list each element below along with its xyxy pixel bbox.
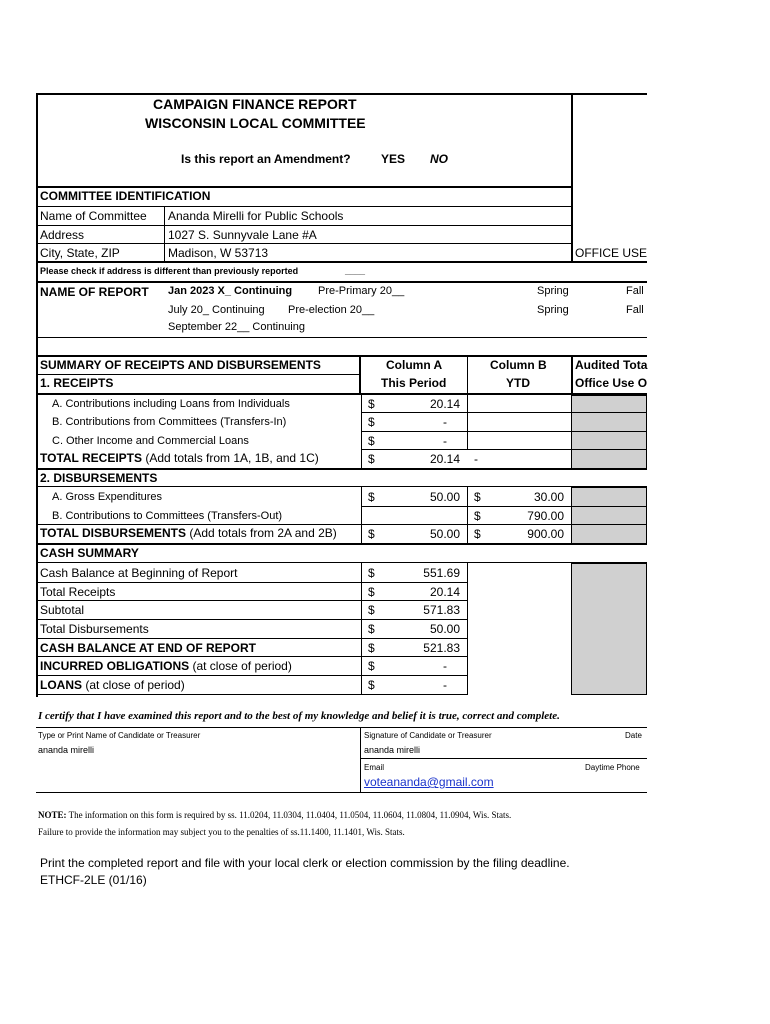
amendment-question: Is this report an Amendment? xyxy=(181,152,351,166)
office-use-cell xyxy=(571,506,647,525)
report-jan[interactable]: Jan 2023 X_ Continuing xyxy=(168,285,293,297)
legal-note xyxy=(38,811,511,820)
cash-row-currency: $ xyxy=(368,566,375,580)
report-fall-1[interactable]: Fall xyxy=(626,285,644,297)
line xyxy=(164,206,165,262)
cash-row-currency: $ xyxy=(368,603,375,617)
office-use-cash-block xyxy=(571,563,647,695)
report-preelection[interactable]: Pre-election 20__ xyxy=(288,304,375,316)
receipt-c-currency: $ xyxy=(368,434,375,448)
cash-row-label: Total Disbursements xyxy=(40,622,149,636)
report-preprimary[interactable]: Pre-Primary 20__ xyxy=(318,285,405,297)
line xyxy=(36,600,467,601)
disb-a-b-currency: $ xyxy=(474,490,481,504)
disb-a-value[interactable]: 50.00 xyxy=(429,490,460,504)
cash-row-label: Subtotal xyxy=(40,603,85,617)
line xyxy=(467,487,468,544)
summary-title: SUMMARY OF RECEIPTS AND DISBURSEMENTS xyxy=(40,358,321,372)
frame-mid xyxy=(571,93,573,263)
total-receipts-a[interactable]: 20.14 xyxy=(429,452,460,466)
receipt-b-currency: $ xyxy=(368,415,375,429)
line xyxy=(361,487,362,544)
email-label: Email xyxy=(364,763,385,772)
receipt-c-value[interactable]: - xyxy=(443,434,447,448)
name-of-report-label: NAME OF REPORT xyxy=(40,285,149,299)
total-receipts-bold: TOTAL RECEIPTS xyxy=(40,451,143,465)
office-use-cell xyxy=(571,524,647,544)
loans-value[interactable]: - xyxy=(443,678,447,692)
line xyxy=(36,792,647,793)
total-disb-b-value[interactable]: 900.00 xyxy=(527,527,564,541)
line xyxy=(571,355,573,395)
office-use-cell xyxy=(571,449,647,469)
line xyxy=(36,281,647,283)
line xyxy=(36,543,647,545)
receipt-a-currency: $ xyxy=(368,397,375,411)
line xyxy=(467,563,468,695)
line xyxy=(36,727,647,728)
line xyxy=(360,727,361,793)
total-receipts-currency: $ xyxy=(368,452,375,466)
line xyxy=(36,206,573,207)
column-a-header: Column A xyxy=(386,358,443,372)
line xyxy=(361,395,362,469)
report-september[interactable]: September 22__ Continuing xyxy=(168,321,305,333)
legal-note-2: Failure to provide the information may subject you to the penalties of ss.11.1400, 11.1401, Wis. Stats. xyxy=(38,827,405,837)
type-name-label: Type or Print Name of Candidate or Treasurer xyxy=(38,731,201,740)
column-a-sub: This Period xyxy=(381,376,447,390)
line xyxy=(36,619,467,620)
committee-name-label: Name of Committee xyxy=(40,209,147,223)
line xyxy=(36,261,647,263)
office-use-cell xyxy=(571,487,647,507)
signature-label: Signature of Candidate or Treasurer xyxy=(364,731,492,740)
total-disb-a[interactable]: 50.00 xyxy=(429,527,460,541)
column-b-header: Column B xyxy=(490,358,547,372)
certify-statement: I certify that I have examined this report and to the best of my knowledge and belief it is true, correct and complete. xyxy=(38,710,560,722)
line xyxy=(36,468,647,470)
address-field[interactable]: 1027 S. Sunnyvale Lane #A xyxy=(168,228,317,242)
address-change-checkbox[interactable]: ____ xyxy=(345,266,366,276)
total-receipts-b[interactable]: - xyxy=(474,452,478,466)
disb-a-currency: $ xyxy=(368,490,375,504)
office-use-label: OFFICE USE xyxy=(575,246,648,260)
address-change-note: Please check if address is different than previously reported xyxy=(40,266,299,276)
total-receipts-label xyxy=(40,452,319,464)
line xyxy=(36,243,573,244)
line xyxy=(467,395,468,450)
cash-balance-currency: $ xyxy=(368,641,375,655)
column-c-sub: Office Use O xyxy=(575,376,648,390)
loans-currency: $ xyxy=(368,678,375,692)
amendment-no[interactable]: NO xyxy=(430,152,448,166)
receipt-a-value[interactable]: 20.14 xyxy=(429,397,460,411)
total-disb-b-currency: $ xyxy=(474,527,481,541)
line xyxy=(36,355,647,357)
line xyxy=(359,355,361,395)
total-receipts-note: (Add totals from 1A, 1B, and 1C) xyxy=(142,451,319,465)
total-disb-label xyxy=(40,527,337,539)
receipt-b-value[interactable]: - xyxy=(443,415,447,429)
note-label: NOTE: xyxy=(38,810,67,820)
cash-row-currency: $ xyxy=(368,622,375,636)
loans-label xyxy=(40,679,185,691)
signature-field[interactable]: ananda mirelli xyxy=(364,745,421,755)
line xyxy=(467,355,468,395)
cash-row-label: Total Receipts xyxy=(40,585,116,599)
line xyxy=(36,638,467,639)
loans-bold: LOANS xyxy=(40,678,82,692)
disb-b-b-currency: $ xyxy=(474,509,481,523)
report-spring-2[interactable]: Spring xyxy=(537,304,569,316)
office-use-cell xyxy=(571,395,647,413)
total-disb-bold: TOTAL DISBURSEMENTS xyxy=(40,526,187,540)
cash-row-label: Cash Balance at Beginning of Report xyxy=(40,566,238,580)
line xyxy=(36,393,647,395)
cash-row-value[interactable]: 50.00 xyxy=(429,622,460,636)
line xyxy=(36,186,573,188)
note-text: The information on this form is required by ss. 11.0204, 11.0304, 11.0404, 11.0504, 11.0604, 11.0804, 11.0904, Wis. Stats. xyxy=(66,810,512,820)
line xyxy=(36,486,647,487)
line xyxy=(361,758,647,759)
committee-name-field[interactable]: Ananda Mirelli for Public Schools xyxy=(168,209,344,223)
total-disb-currency: $ xyxy=(368,527,375,541)
report-spring-1[interactable]: Spring xyxy=(537,285,569,297)
city-field[interactable]: Madison, W 53713 xyxy=(168,246,269,260)
frame-top xyxy=(36,93,647,95)
date-label: Date xyxy=(625,731,642,740)
line xyxy=(36,337,647,338)
cash-row-currency: $ xyxy=(368,585,375,599)
cash-summary-title: CASH SUMMARY xyxy=(40,546,139,560)
cash-row-value[interactable]: 551.69 xyxy=(423,566,460,580)
receipt-b-label: B. Contributions from Committees (Transfers-In) xyxy=(52,416,287,428)
report-title-1: CAMPAIGN FINANCE REPORT xyxy=(153,96,357,112)
committee-section-title: COMMITTEE IDENTIFICATION xyxy=(40,189,211,203)
receipts-title: 1. RECEIPTS xyxy=(40,376,114,390)
frame-left xyxy=(36,93,38,697)
print-instruction: Print the completed report and file with your local clerk or election commission by the filing deadline. xyxy=(40,856,570,870)
line xyxy=(36,524,647,525)
report-july[interactable]: July 20_ Continuing xyxy=(168,304,265,316)
incurred-value[interactable]: - xyxy=(443,659,447,673)
line xyxy=(36,225,573,226)
disb-b-b-value[interactable]: 790.00 xyxy=(527,509,564,523)
line xyxy=(36,374,361,375)
amendment-yes[interactable]: YES xyxy=(381,152,406,166)
incurred-label xyxy=(40,660,292,672)
column-b-sub: YTD xyxy=(506,376,530,390)
cash-balance-value[interactable]: 521.83 xyxy=(423,641,460,655)
line xyxy=(36,562,647,563)
office-use-cell xyxy=(571,412,647,432)
email-link[interactable]: voteananda@gmail.com xyxy=(364,775,494,789)
disb-a-label: A. Gross Expenditures xyxy=(52,491,163,503)
incurred-bold: INCURRED OBLIGATIONS xyxy=(40,659,190,673)
line xyxy=(36,675,467,676)
form-id: ETHCF-2LE (01/16) xyxy=(40,873,147,887)
disb-b-label: B. Contributions to Committees (Transfers-Out) xyxy=(52,510,283,522)
incurred-note: (at close of period) xyxy=(189,659,292,673)
line xyxy=(36,694,467,695)
phone-label: Daytime Phone xyxy=(585,763,640,772)
total-disb-note: (Add totals from 2A and 2B) xyxy=(186,526,337,540)
disbursements-title: 2. DISBURSEMENTS xyxy=(40,471,158,485)
incurred-currency: $ xyxy=(368,659,375,673)
line xyxy=(361,563,362,695)
report-fall-2[interactable]: Fall xyxy=(626,304,644,316)
report-title-2: WISCONSIN LOCAL COMMITTEE xyxy=(145,115,366,131)
receipt-a-label: A. Contributions including Loans from Individuals xyxy=(52,398,290,410)
cash-row-value[interactable]: 20.14 xyxy=(429,585,460,599)
disb-a-b-value[interactable]: 30.00 xyxy=(533,490,564,504)
line xyxy=(36,582,467,583)
office-use-cell xyxy=(571,431,647,450)
cash-row-value[interactable]: 571.83 xyxy=(423,603,460,617)
address-label: Address xyxy=(40,228,85,242)
city-label: City, State, ZIP xyxy=(40,246,120,260)
column-c-header: Audited Tota xyxy=(575,358,648,372)
cash-balance-label: CASH BALANCE AT END OF REPORT xyxy=(40,641,256,655)
line xyxy=(36,656,467,657)
loans-note: (at close of period) xyxy=(82,678,185,692)
receipt-c-label: C. Other Income and Commercial Loans xyxy=(52,435,249,447)
type-name-field[interactable]: ananda mirelli xyxy=(38,745,95,755)
